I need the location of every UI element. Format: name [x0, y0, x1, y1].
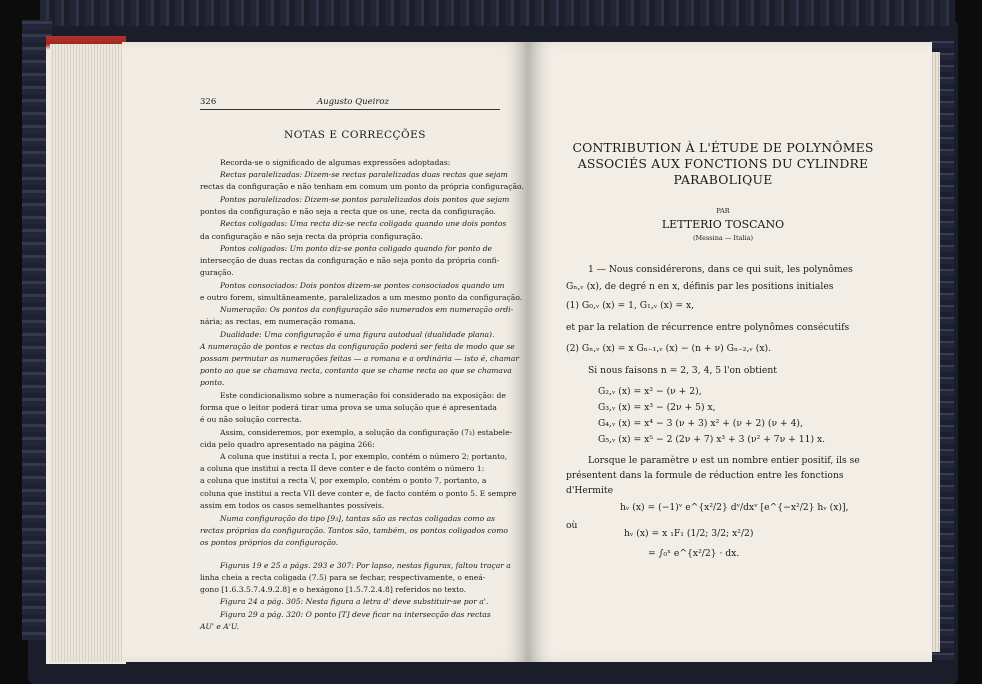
- text-line: rectas da configuração e não tenham em comum um ponto da própria configuração.: [200, 182, 524, 191]
- text-line: Assim, consideremos, por exemplo, a solução da configuração (7₃) estabele-: [220, 428, 513, 437]
- formula-line: = ∫₀ˣ e^{x²/2} · dx.: [648, 548, 740, 559]
- text-line: rectas próprias da configuração. Tantos são, também, os pontos coligados como: [200, 526, 508, 535]
- text-line: da configuração e não seja recta da própria configuração.: [200, 232, 423, 241]
- text-line: ponto.: [200, 378, 225, 387]
- text-line: présentent dans la formule de réduction entre les fonctions: [566, 470, 844, 481]
- formula-line: G₃,ᵥ (x) = x³ − (2ν + 5) x,: [598, 402, 716, 413]
- text-line: forma que o leitor poderá tirar uma prova se uma solução que é apresentada: [200, 403, 497, 412]
- formula-line: G₅,ᵥ (x) = x⁵ − 2 (2ν + 7) x³ + 3 (ν² + 7ν + 11) x.: [598, 434, 826, 445]
- page-fore-edge: [50, 44, 126, 662]
- formula-line: hᵥ (x) = (−1)ᵛ e^{x²/2} dᵛ/dxᵛ [e^{−x²/2} hᵥ (x)],: [620, 502, 849, 513]
- article-title-line-2: ASSOCIÉS AUX FONCTIONS DU CYLINDRE: [577, 156, 869, 171]
- text-line: linha cheia a recta coligada (7.5) para se fechar, respectivamente, o eneá-: [200, 573, 486, 582]
- text-line: Figuras 19 e 25 a págs. 293 e 307: Por lapso, nestas figuras, faltou traçar a: [220, 561, 511, 570]
- text-line: AU' e A'U.: [200, 622, 239, 631]
- text-line: Numa configuração do tipo [9₃], tantas são as rectas coligadas como as: [220, 514, 496, 523]
- article-title-line-3: PARABOLIQUE: [673, 172, 773, 187]
- text-line: e outro forem, simultâneamente, paralelizados a um mesmo ponto da configuração.: [200, 293, 523, 302]
- author-name: LETTERIO TOSCANO: [661, 218, 785, 231]
- text-line: assim em todos os casos semelhantes possíveis.: [200, 501, 385, 510]
- right-page: [528, 42, 932, 662]
- by-label: PAR: [716, 207, 730, 215]
- text-line: cida pelo quadro apresentado na página 266:: [200, 440, 375, 449]
- affiliation: (Messina — Italia): [692, 234, 754, 242]
- book-cover-top: [40, 0, 955, 26]
- text-line: et par la relation de récurrence entre polynômes consécutifs: [566, 322, 850, 333]
- text-line: 1 — Nous considérerons, dans ce qui suit, les polynômes: [588, 264, 853, 275]
- formula-line: hᵥ (x) = x ₁F₁ (1/2; 3/2; x²/2): [624, 528, 754, 539]
- formula-line: G₄,ᵥ (x) = x⁴ − 3 (ν + 3) x² + (ν + 2) (ν + 4),: [598, 418, 803, 429]
- text-line: Si nous faisons n = 2, 3, 4, 5 l'on obtient: [588, 365, 777, 376]
- text-line: Numeração: Os pontos da configuração são numerados em numeração ordi-: [220, 305, 514, 314]
- text-line: d'Hermite: [566, 485, 614, 496]
- text-line: Lorsque le paramètre ν est un nombre entier positif, ils se: [588, 455, 860, 466]
- text-line: nária; as rectas, em numeração romana.: [200, 317, 356, 326]
- text-line: os pontos próprios da configuração.: [200, 538, 339, 547]
- text-line: a coluna que institui a recta II deve conter e de facto contém o número 1:: [200, 464, 485, 473]
- text-line: a coluna que institui a recta V, por exemplo, contém o ponto 7, portanto, a: [200, 476, 487, 485]
- left-page: [122, 42, 528, 662]
- text-line: Rectas coligadas: Uma recta diz-se recta coligada quando une dois pontos: [220, 219, 507, 228]
- formula-line: G₂,ᵥ (x) = x² − (ν + 2),: [598, 386, 702, 397]
- text-line: ponto ao que se chamava recta, contanto que se chame recta ao que se chamava: [200, 366, 512, 375]
- text-line: Pontos consociados: Dois pontos dizem-se pontos consociados quando um: [220, 281, 505, 290]
- text-line: Dualidade: Uma configuração é uma figura autodual (dualidade plana).: [220, 330, 495, 339]
- text-line: coluna que institui a recta VII deve conter e, de facto contém o ponto 5. E sempre: [200, 489, 517, 498]
- text-line: gono [1.6.3.5.7.4.9.2.8] e o hexágono [1.5.7.2.4.8] referidos no texto.: [200, 585, 467, 594]
- text-line: A coluna que institui a recta I, por exemplo, contém o número 2; portanto,: [220, 452, 508, 461]
- text-line: Pontos coligados: Um ponto diz-se ponto coligado quando for ponto de: [220, 244, 493, 253]
- text-line: A numeração de pontos e rectas da configuração poderá ser feita de modo que se: [200, 342, 515, 351]
- text-line: Gₙ,ᵥ (x), de degré n en x, définis par les positions initiales: [566, 281, 834, 292]
- text-line: Recorda-se o significado de algumas expressões adoptadas:: [220, 158, 451, 167]
- text-line: pontos da configuração e não seja a recta que os une, recta da configuração.: [200, 207, 496, 216]
- page-number: 326: [200, 97, 217, 107]
- text-line: guração.: [200, 268, 234, 277]
- text-line: Rectas paralelizadas: Dizem-se rectas paralelizadas duas rectas que sejam: [220, 170, 508, 179]
- article-title-line-1: CONTRIBUTION À L'ÉTUDE DE POLYNÔMES: [572, 140, 874, 155]
- text-line: où: [566, 520, 578, 531]
- text-line: Este condicionalismo sobre a numeração foi considerado na exposição: de: [220, 391, 506, 400]
- text-line: possam permutar as numerações feitas — a romana e a ordinária — isto é, chamar: [200, 354, 519, 363]
- header-rule: [200, 109, 500, 110]
- text-line: é ou não solução correcta.: [200, 415, 302, 424]
- text-line: intersecção de duas rectas da configuração e não seja ponto da própria confi-: [200, 256, 500, 265]
- text-line: Pontos paralelizados: Dizem-se pontos paralelizados dois pontos que sejam: [220, 195, 510, 204]
- equation-2: (2) Gₙ,ᵥ (x) = x Gₙ₋₁,ᵥ (x) − (n + ν) Gₙ₋₂,ᵥ (x).: [566, 343, 772, 354]
- text-line: Figura 24 a pág. 305: Nesta figura a letra d' deve substituir-se por a'.: [220, 597, 489, 606]
- running-head: Augusto Queiroz: [317, 97, 389, 107]
- equation-1: (1) G₀,ᵥ (x) = 1, G₁,ᵥ (x) = x,: [566, 300, 695, 311]
- section-title: NOTAS E CORRECÇÕES: [284, 129, 426, 141]
- text-line: Figura 29 a pág. 320: O ponto [T] deve ficar na intersecção das rectas: [220, 610, 491, 619]
